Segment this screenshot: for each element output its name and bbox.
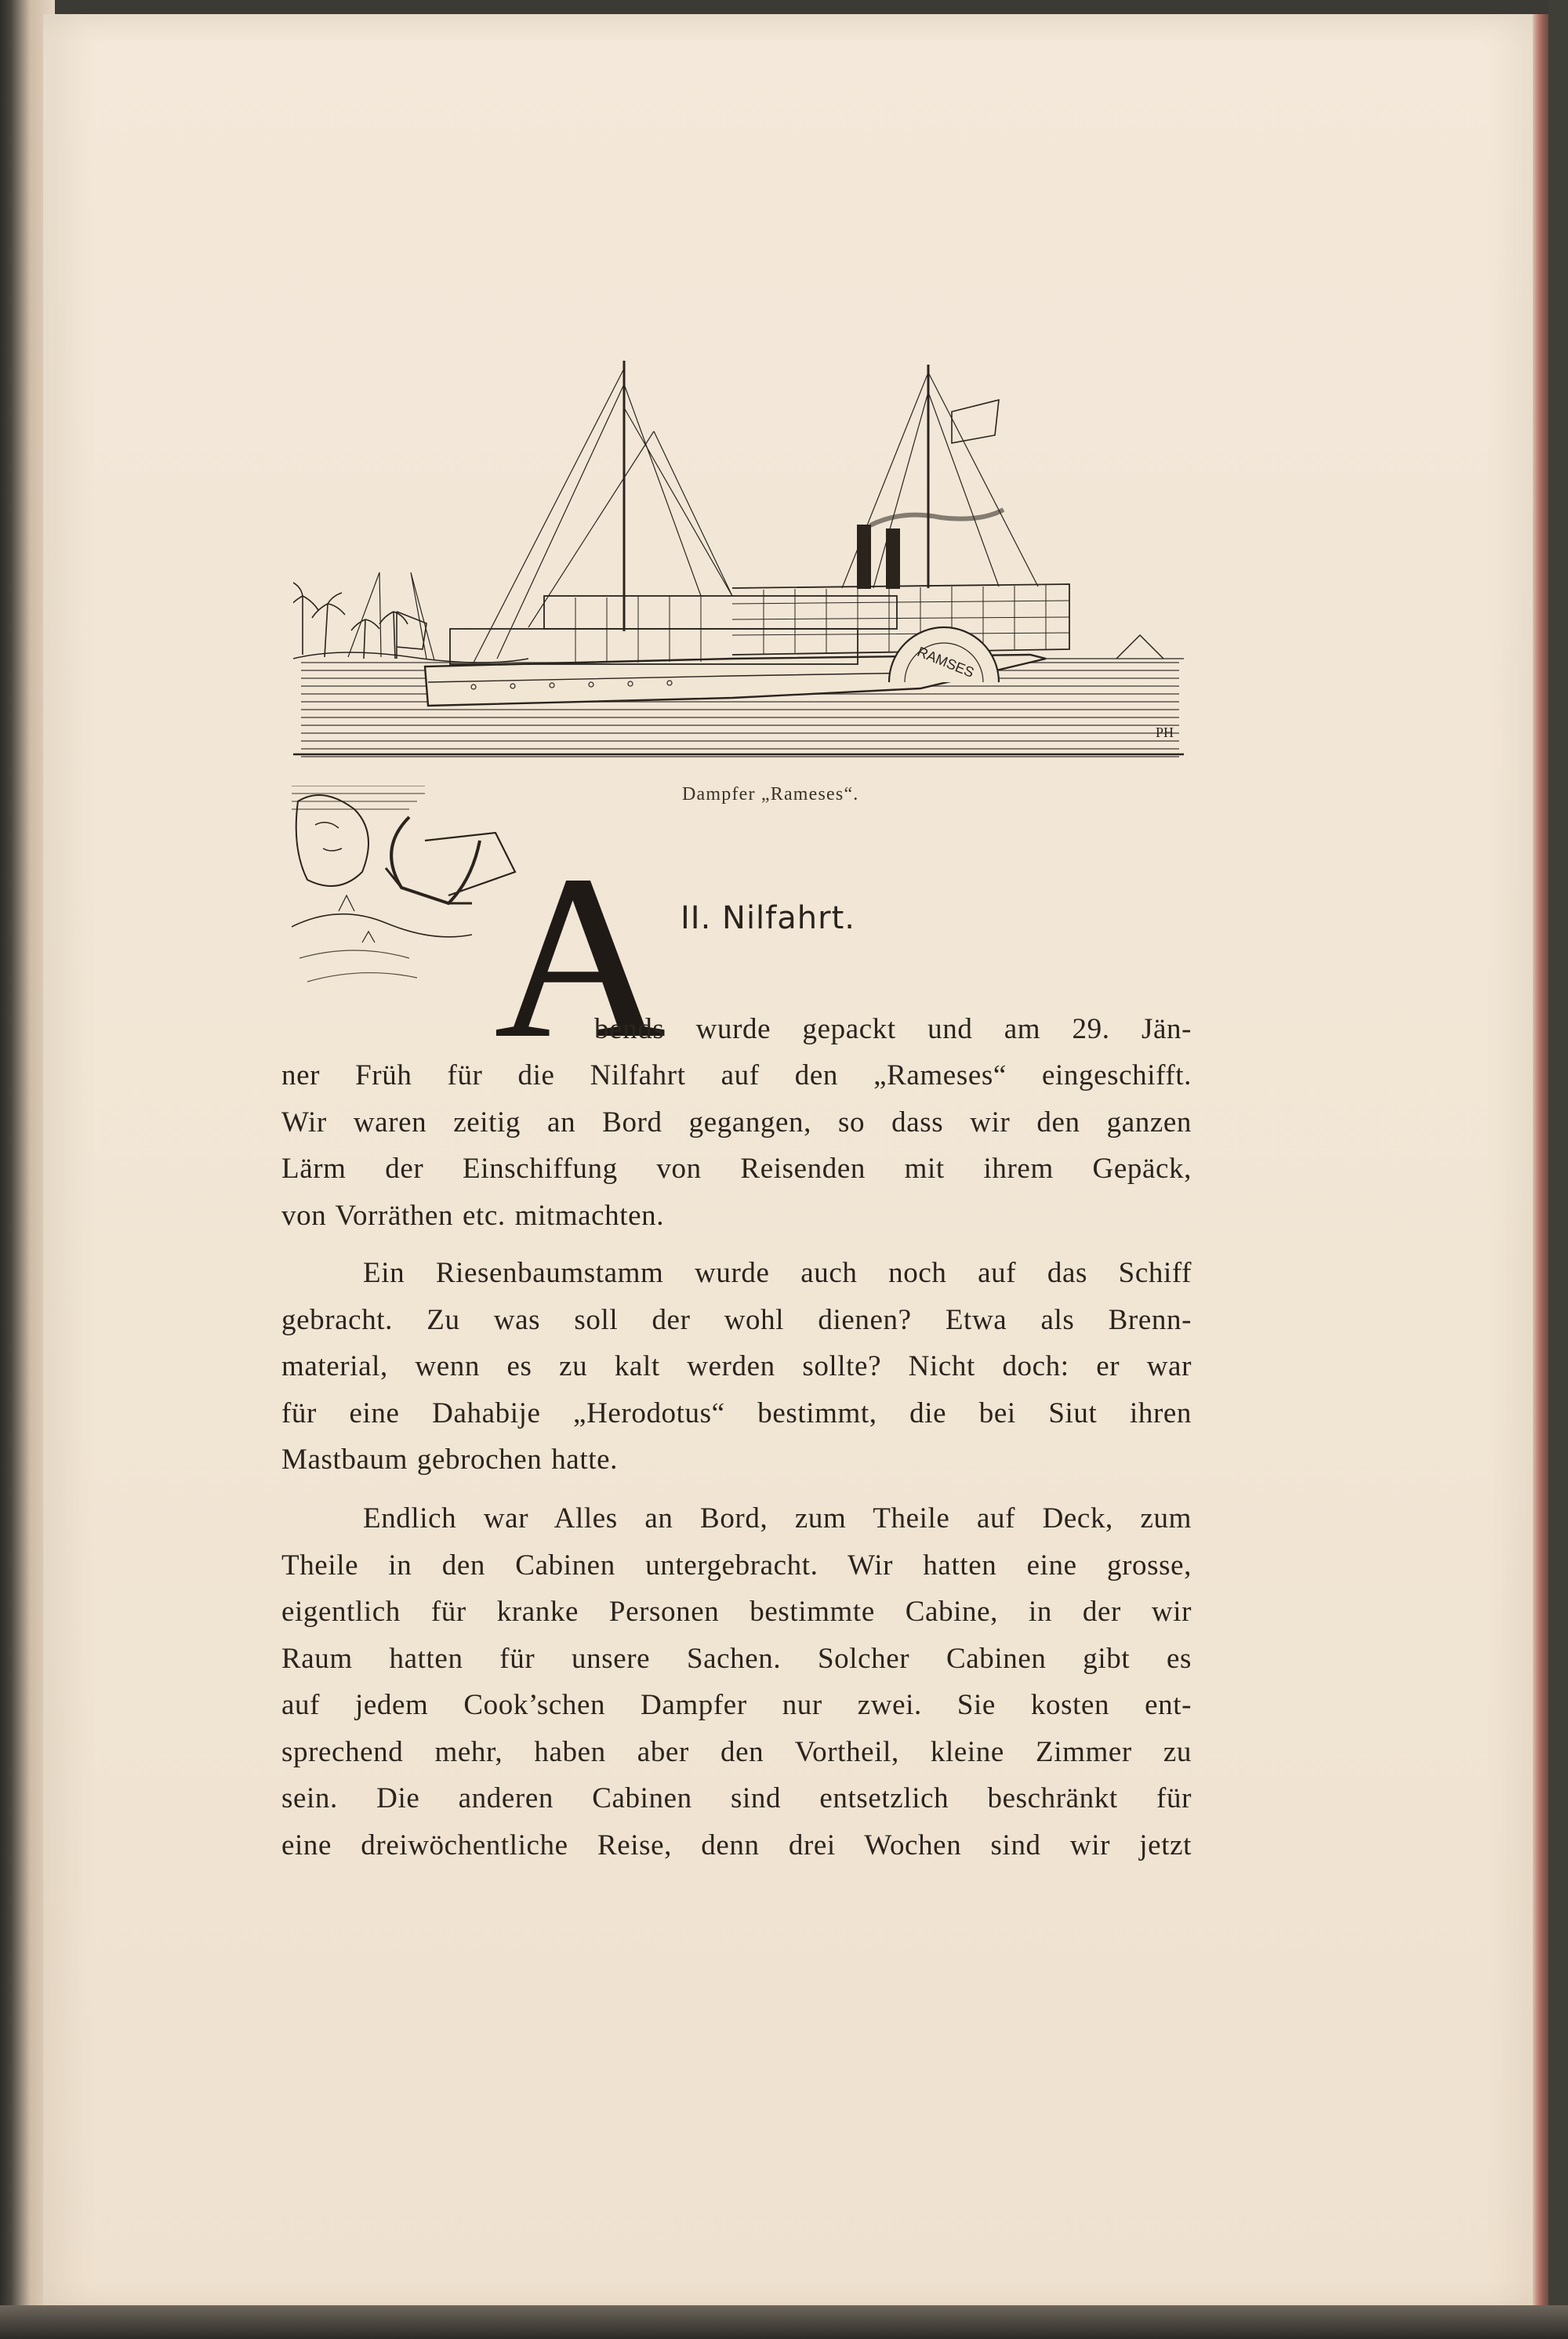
artist-monogram: PH: [1156, 725, 1174, 740]
paddle-box-label: RAMSES: [915, 643, 977, 681]
text-line: eigentlich für kranke Personen bestimmte Cabine, in der wir: [281, 1596, 1192, 1628]
text-line: für eine Dahabije „Herodotus“ bestimmt, die bei Siut ihren: [281, 1396, 1192, 1429]
text-line: Raum hatten für unsere Sachen. Solcher Cabinen gibt es: [281, 1642, 1192, 1675]
text-line: Ein Riesenbaumstamm wurde auch noch auf das Schiff: [363, 1257, 1192, 1289]
drop-cap: A: [494, 826, 664, 1087]
text-line: Theile in den Cabinen untergebracht. Wir hatten eine grosse,: [281, 1549, 1192, 1582]
chapter-heading: II. Nilfahrt.: [681, 900, 855, 936]
paragraph-3: [281, 1495, 1192, 1869]
anchor-ornament: [292, 786, 527, 1005]
text-line: sein. Die anderen Cabinen sind entsetzlich beschränkt für: [281, 1782, 1192, 1814]
book-cover-bottom: [0, 2305, 1568, 2339]
text-line: bends wurde gepackt und am 29. Jän-: [594, 1013, 1192, 1045]
text-line: gebracht. Zu was soll der wohl dienen? Etwa als Brenn-: [281, 1303, 1192, 1336]
anchor-icon: [391, 817, 480, 903]
page-edge: [1533, 14, 1548, 2312]
text-line: material, wenn es zu kalt werden sollte? Nicht doch: er war: [281, 1350, 1192, 1382]
text-line: Lärm der Einschiffung von Reisenden mit ihrem Gepäck,: [281, 1153, 1192, 1185]
paragraph-1-first-line: [594, 1006, 1192, 1053]
paragraph-1: [281, 1052, 1192, 1239]
text-line: Wir waren zeitig an Bord gegangen, so dass wir den ganzen: [281, 1106, 1192, 1139]
text-line: ner Früh für die Nilfahrt auf den „Rameses“ eingeschifft.: [281, 1059, 1192, 1091]
text-line: von Vorräthen etc. mitmachten.: [281, 1199, 665, 1232]
paragraph-2: [281, 1250, 1192, 1484]
text-line: sprechend mehr, haben aber den Vortheil, kleine Zimmer zu: [281, 1735, 1192, 1768]
text-line: auf jedem Cook’schen Dampfer nur zwei. Sie kosten ent-: [281, 1689, 1192, 1721]
text-line: eine dreiwöchentliche Reise, denn drei Wochen sind wir jetzt: [281, 1829, 1192, 1861]
illustration-caption: Dampfer „Rameses“.: [682, 784, 859, 804]
steamer-illustration: [293, 337, 1184, 761]
book-cover-right: [1548, 0, 1568, 2339]
text-line: Endlich war Alles an Bord, zum Theile auf Deck, zum: [363, 1502, 1192, 1535]
text-line: Mastbaum gebrochen hatte.: [281, 1444, 618, 1476]
palm-trees: [293, 572, 434, 660]
